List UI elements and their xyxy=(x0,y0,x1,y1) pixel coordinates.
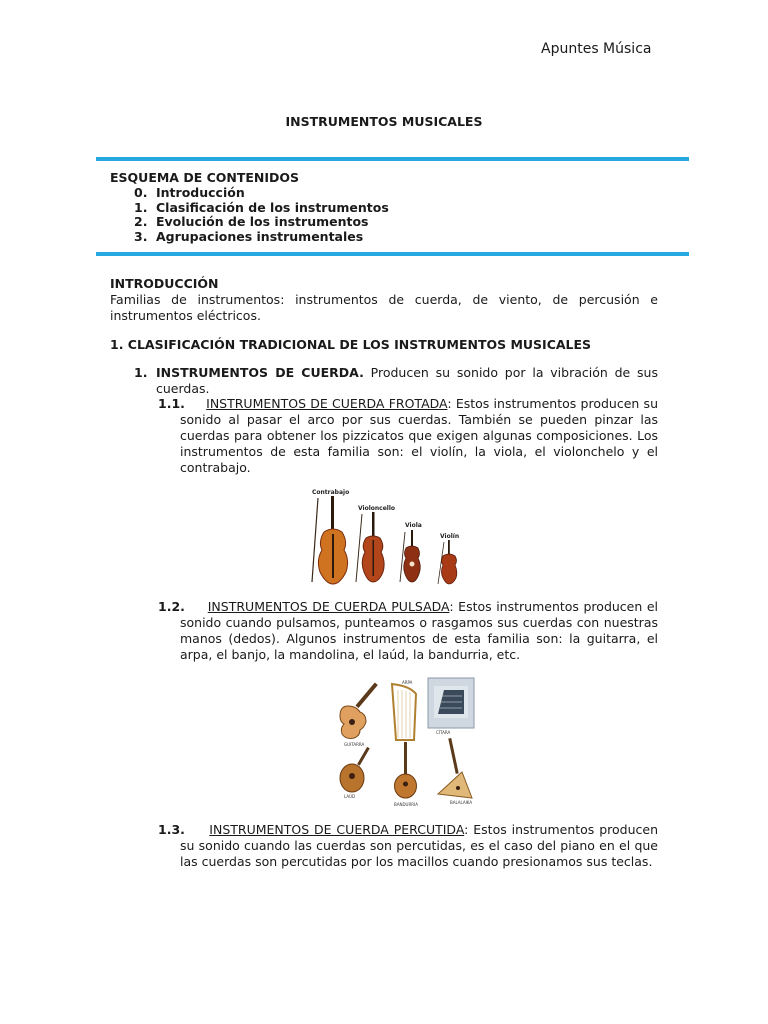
toc-item-label: Clasificación de los instrumentos xyxy=(156,199,389,215)
subitem-text: : Estos instrumentos producen el sonido cuando pulsamos, punteamos o rasgamos sus cuerdas con nuestras manos (dedos). Algunos instrumentos de esta familia son: la guitarra, el arpa, el banjo, la mandolina, el laúd, la bandurria, etc. xyxy=(180,599,659,662)
label-bandurria: BANDURRIA xyxy=(394,802,418,807)
violin-icon xyxy=(438,540,457,584)
plucked-strings-item xyxy=(158,599,658,663)
label-citara: CÍTARA xyxy=(436,730,451,735)
string-instruments-item xyxy=(134,365,658,397)
page-header: Apuntes Música xyxy=(541,41,652,57)
zither-icon xyxy=(428,678,474,728)
divider-top xyxy=(96,157,689,161)
bowed-instruments-figure xyxy=(304,484,474,588)
toc-item xyxy=(134,186,389,201)
guitar-icon xyxy=(340,682,378,738)
toc-item-label: Agrupaciones instrumentales xyxy=(156,228,364,244)
toc-item xyxy=(134,201,389,216)
divider-bottom xyxy=(96,252,689,256)
document-title: INSTRUMENTOS MUSICALES xyxy=(285,114,483,129)
bandurria-icon xyxy=(395,742,417,798)
balalaika-icon xyxy=(438,738,472,798)
cello-icon xyxy=(356,512,384,582)
intro-paragraph: Familias de instrumentos: instrumentos de cuerda, de viento, de percusión e instrumentos eléctricos. xyxy=(110,292,658,323)
plucked-instruments-figure xyxy=(334,676,478,810)
subitem-number: 1.3. xyxy=(158,822,185,837)
toc-list xyxy=(134,186,389,244)
toc-item-number: 0. xyxy=(134,185,148,200)
subitem-title: INSTRUMENTOS DE CUERDA PULSADA xyxy=(207,599,450,614)
struck-strings-item xyxy=(158,822,658,870)
toc-item-label: Evolución de los instrumentos xyxy=(156,214,369,229)
item-text: Producen su sonido por la vibración de sus cuerdas. xyxy=(156,365,658,396)
label-contrabajo: Contrabajo xyxy=(312,489,350,496)
toc-item-number: 3. xyxy=(134,228,148,244)
contrabass-icon xyxy=(312,496,348,584)
label-violonchelo: Violoncello xyxy=(358,505,396,512)
toc-item-number: 2. xyxy=(134,214,148,229)
toc-item-number: 1. xyxy=(134,199,148,215)
viola-icon xyxy=(400,530,420,582)
toc-item xyxy=(134,230,389,245)
subitem-title: INSTRUMENTOS DE CUERDA FROTADA xyxy=(206,396,448,411)
subitem-title: INSTRUMENTOS DE CUERDA PERCUTIDA xyxy=(209,822,465,837)
subitem-number: 1.2. xyxy=(158,599,185,614)
label-guitarra: GUITARRA xyxy=(344,742,365,747)
item-number: 1. xyxy=(134,365,148,380)
lute-icon xyxy=(340,747,370,792)
subitem-text: : Estos instrumentos producen su sonido cuando las cuerdas son percutidas, es el caso del piano en el que las cuerdas son percutidas por los macillos cuando presionamos sus teclas. xyxy=(180,822,658,869)
classification-heading: 1. CLASIFICACIÓN TRADICIONAL DE LOS INSTRUMENTOS MUSICALES xyxy=(110,337,592,352)
subitem-number: 1.1. xyxy=(158,396,185,411)
intro-heading: INTRODUCCIÓN xyxy=(110,276,219,291)
subitem-text: : Estos instrumentos producen su sonido al pasar el arco por sus cuerdas. También se pueden pinzar las cuerdas para obtener los pizzicatos que exigen algunas composiciones. Los instrumentos de esta familia son: el violín, la viola, el violonchelo y el contrabajo. xyxy=(180,396,658,475)
item-title: INSTRUMENTOS DE CUERDA. xyxy=(156,365,364,380)
label-laud: LAÚD xyxy=(344,794,356,799)
label-balalaika: BALALAIKA xyxy=(450,800,473,805)
label-violin: Violín xyxy=(440,533,460,540)
bowed-strings-item xyxy=(158,396,658,476)
toc-item-label: Introducción xyxy=(156,185,245,200)
toc-heading: ESQUEMA DE CONTENIDOS xyxy=(110,170,300,185)
label-viola: Viola xyxy=(405,522,422,529)
harp-icon xyxy=(392,684,416,740)
label-arpa: ARPA xyxy=(402,680,413,685)
toc-item xyxy=(134,215,389,230)
